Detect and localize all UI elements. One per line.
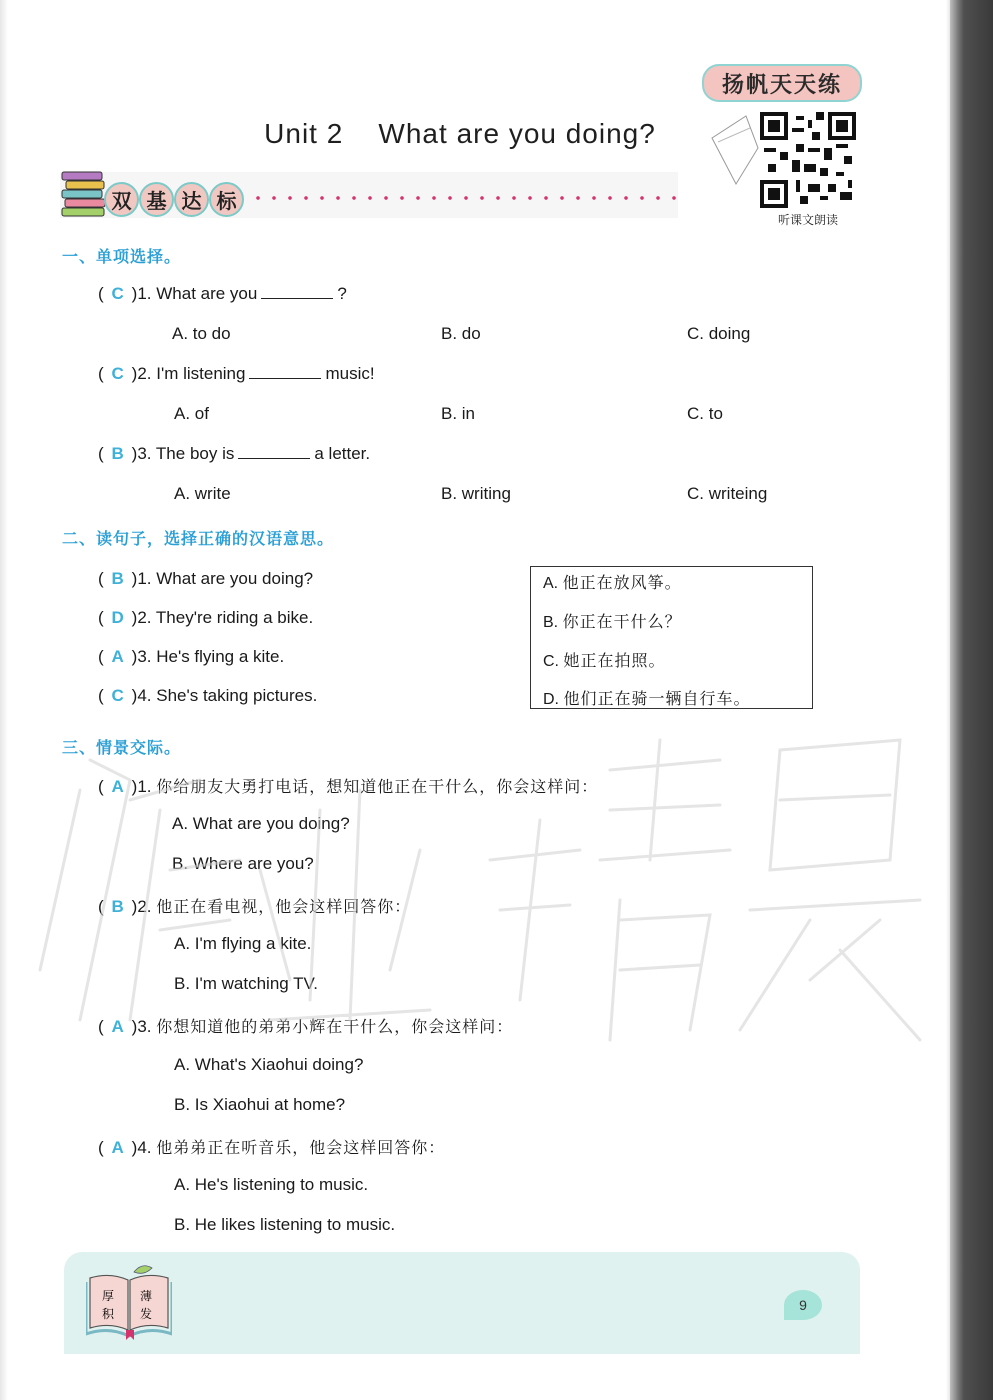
s3-q3-option-b: B. Is Xiaohui at home? <box>174 1095 346 1114</box>
s3-question-3: ( A )3. 你想知道他的弟弟小辉在干什么，你会这样问： <box>98 1017 514 1036</box>
s1-q3-option-b: B. writing <box>441 484 511 503</box>
open-book-icon <box>86 1264 172 1340</box>
s1-q3-option-c: C. writeing <box>687 484 768 503</box>
s1-q1-option-a: A. to do <box>172 324 231 343</box>
s3-q2-option-b: B. I'm watching TV. <box>174 974 319 993</box>
choice-text: 你正在干什么？ <box>562 612 682 631</box>
s1-q2-suffix: music! <box>325 364 375 383</box>
s3-q4-answer: A <box>111 1138 124 1157</box>
s3-q2-text: 他正在看电视，他会这样回答你： <box>156 897 412 916</box>
choice-letter: B. <box>543 614 559 631</box>
s3-q1-answer: A <box>111 777 124 796</box>
banner-char-3: 达 <box>174 182 209 217</box>
s3-q3-text: 你想知道他的弟弟小辉在干什么，你会这样问： <box>156 1017 514 1036</box>
choice-letter: C. <box>543 653 559 670</box>
s1-question-3: ( B )3. The boy is a letter. <box>98 444 371 463</box>
s3-q2-number: )2. <box>131 897 152 916</box>
s1-q2-option-a: A. of <box>174 404 209 423</box>
s1-q2-text: )2. I'm listening <box>131 364 246 383</box>
s1-q2-answer: C <box>111 364 124 383</box>
choice-d <box>543 686 750 709</box>
page-title: Unit 2 What are you doing? <box>264 118 656 149</box>
s3-q4-text: 他弟弟正在听音乐，他会这样回答你： <box>156 1138 446 1157</box>
s1-q3-option-a: A. write <box>174 484 231 503</box>
s3-q1-number: )1. <box>131 777 152 796</box>
s3-q3-option-a: A. What's Xiaohui doing? <box>174 1055 364 1074</box>
choice-letter: D. <box>543 691 559 708</box>
s3-q1-option-b: B. Where are you? <box>172 854 314 873</box>
s2-q3-text: )3. He's flying a kite. <box>131 647 285 666</box>
choice-a <box>543 570 682 593</box>
s2-q4-text: )4. She's taking pictures. <box>131 686 318 705</box>
book-spine <box>950 0 993 1400</box>
choice-letter: A. <box>543 575 559 592</box>
choice-b <box>543 609 682 632</box>
qr-caption: 听课文朗读 <box>777 213 838 227</box>
s1-q1-option-c: C. doing <box>687 324 751 343</box>
page-number: 9 <box>784 1290 822 1320</box>
s3-question-2: ( B )2. 他正在看电视，他会这样回答你： <box>98 897 412 916</box>
s1-question-2: ( C )2. I'm listening music! <box>98 364 375 383</box>
book-char-4: 发 <box>140 1307 153 1321</box>
banner-char-1: 双 <box>104 182 139 217</box>
blank-line <box>249 364 321 379</box>
s1-q1-answer: C <box>111 284 124 303</box>
blank-line <box>261 284 333 299</box>
choice-text: 他正在放风筝。 <box>562 573 682 592</box>
choice-c <box>543 648 665 671</box>
section-2-heading: 二、读句子，选择正确的汉语意思。 <box>62 529 335 548</box>
s3-q4-number: )4. <box>131 1138 152 1157</box>
banner-char-2: 基 <box>139 182 174 217</box>
matching-choices-box <box>530 566 813 709</box>
s3-question-1: ( A )1. 你给朋友大勇打电话，想知道他正在干什么，你会这样问： <box>98 777 599 796</box>
s2-question-3: ( A )3. He's flying a kite. <box>98 647 285 666</box>
s1-q2-option-c: C. to <box>687 404 723 423</box>
s1-question-1: ( C )1. What are you ? <box>98 284 347 303</box>
s3-question-4: ( A )4. 他弟弟正在听音乐，他会这样回答你： <box>98 1138 446 1157</box>
blank-line <box>238 444 310 459</box>
s3-q4-option-b: B. He likes listening to music. <box>174 1215 396 1234</box>
s1-q2-option-b: B. in <box>441 404 476 423</box>
s3-q1-text: 你给朋友大勇打电话，想知道他正在干什么，你会这样问： <box>156 777 599 796</box>
section-1-heading: 一、单项选择。 <box>62 247 182 266</box>
banner-dots <box>250 196 680 200</box>
s3-q3-number: )3. <box>131 1017 152 1036</box>
banner-char-4: 标 <box>209 182 244 217</box>
s1-q3-text: )3. The boy is <box>131 444 235 463</box>
s1-q1-text: )1. What are you <box>131 284 258 303</box>
s2-q2-text: )2. They're riding a bike. <box>131 608 314 627</box>
s3-q2-answer: B <box>111 897 124 916</box>
s1-q3-suffix: a letter. <box>314 444 371 463</box>
s2-question-1: ( B )1. What are you doing? <box>98 569 314 588</box>
watermark-decoration <box>20 720 960 1050</box>
s3-q4-option-a: A. He's listening to music. <box>174 1175 369 1194</box>
s1-q1-suffix: ? <box>337 284 347 303</box>
books-icon <box>60 166 110 218</box>
s2-q1-text: )1. What are you doing? <box>131 569 314 588</box>
s3-q3-answer: A <box>111 1017 124 1036</box>
s2-question-4: ( C )4. She's taking pictures. <box>98 686 318 705</box>
s2-q3-answer: A <box>111 647 124 666</box>
s2-q2-answer: D <box>111 608 124 627</box>
s3-q2-option-a: A. I'm flying a kite. <box>174 934 312 953</box>
page-left-shadow <box>0 0 8 1400</box>
book-char-1: 厚 <box>102 1289 115 1303</box>
s1-q1-option-b: B. do <box>441 324 481 343</box>
s2-q4-answer: C <box>111 686 124 705</box>
book-char-2: 薄 <box>140 1289 153 1303</box>
footer-band <box>64 1252 860 1354</box>
choice-text: 她正在拍照。 <box>563 651 666 670</box>
brand-badge: 扬帆天天练 <box>702 64 862 102</box>
s3-q1-option-a: A. What are you doing? <box>172 814 350 833</box>
book-char-3: 积 <box>102 1307 115 1321</box>
s2-q1-answer: B <box>111 569 124 588</box>
choice-text: 他们正在骑一辆自行车。 <box>563 689 751 708</box>
section-3-heading: 三、情景交际。 <box>62 738 182 757</box>
s2-question-2: ( D )2. They're riding a bike. <box>98 608 314 627</box>
s1-q3-answer: B <box>111 444 124 463</box>
